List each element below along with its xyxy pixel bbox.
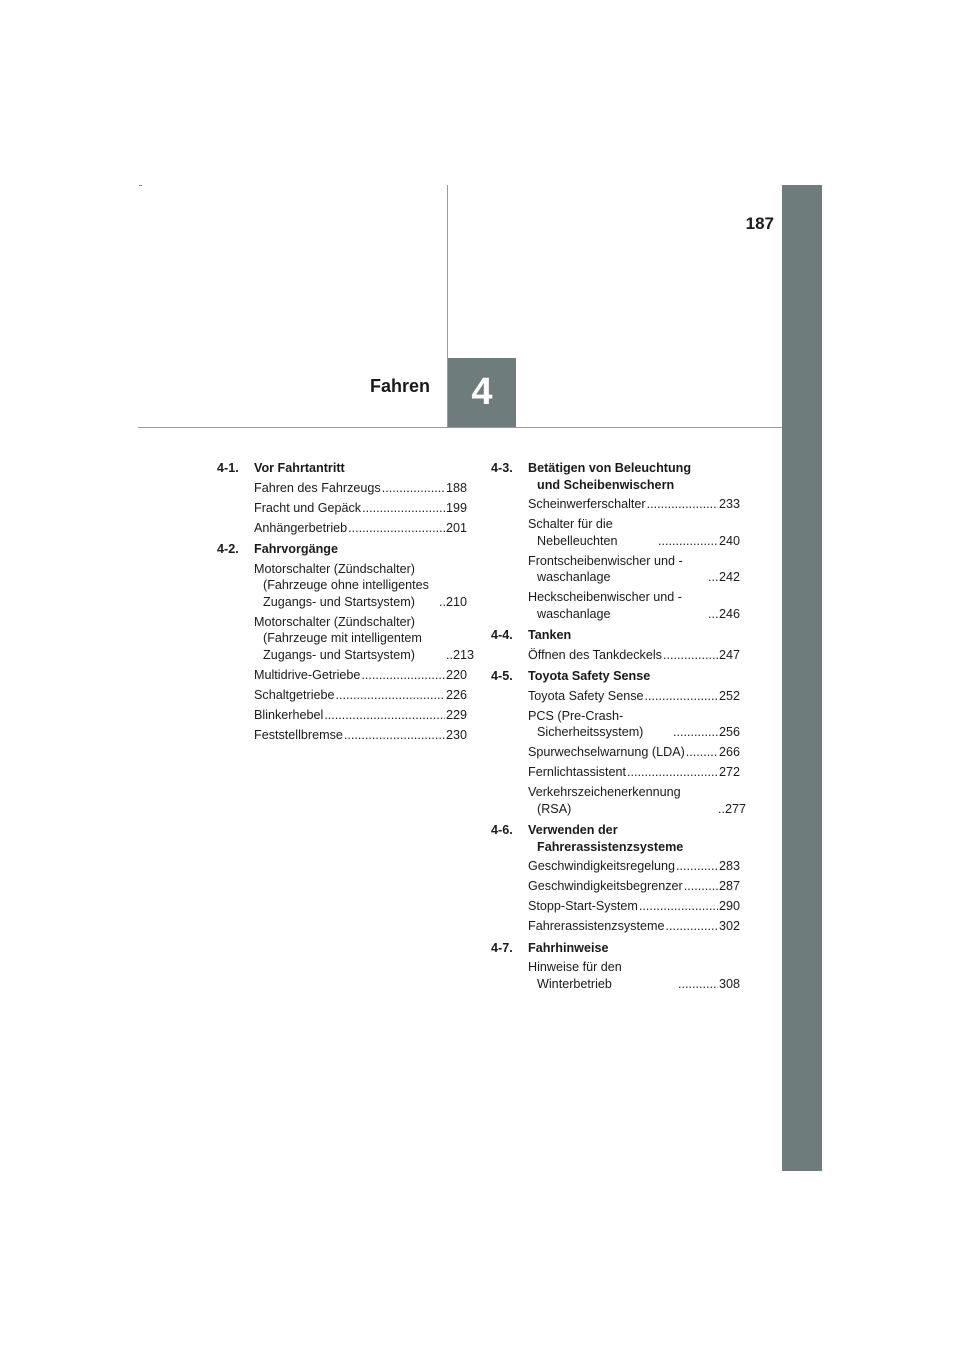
- dot-leader: [344, 727, 445, 744]
- entry-title: Feststellbremse: [254, 727, 343, 742]
- section-number: 4-7.: [491, 940, 513, 955]
- entry-page: 230: [445, 727, 467, 742]
- toc-entry[interactable]: [254, 520, 467, 537]
- entry-title: Stopp-Start-System: [528, 899, 638, 913]
- entry-title: Scheinwerferschalter: [528, 497, 646, 511]
- toc-entry[interactable]: [528, 858, 740, 875]
- entry-title: Blinkerhebel: [254, 707, 324, 722]
- dot-leader: [684, 878, 718, 895]
- toc-entry[interactable]: [528, 516, 740, 549]
- toc-section: [217, 460, 467, 536]
- entry-title: Multidrive-Getriebe: [254, 667, 361, 682]
- section-title: Fahrhinweise: [528, 940, 609, 955]
- toc-entry[interactable]: [254, 614, 475, 664]
- section-number: 4-6.: [491, 823, 513, 837]
- entry-page: 290: [718, 899, 740, 913]
- toc-entry[interactable]: [528, 589, 740, 622]
- entry-page: 256: [718, 725, 740, 739]
- section-number: 4-3.: [491, 461, 513, 475]
- entry-title: Fahren des Fahrzeugs: [254, 480, 381, 495]
- corner-tick: [139, 185, 142, 186]
- section-number: 4-5.: [491, 669, 513, 683]
- dot-leader: [362, 500, 445, 517]
- dot-leader: [673, 724, 718, 741]
- entry-page: 242: [718, 570, 740, 584]
- toc-entry[interactable]: [528, 553, 740, 586]
- dot-leader: [361, 667, 445, 684]
- section-heading[interactable]: [491, 822, 740, 855]
- toc-entry[interactable]: [254, 687, 467, 704]
- entry-page: 308: [718, 976, 740, 991]
- entry-page: 266: [718, 745, 740, 759]
- toc-entry[interactable]: [528, 959, 740, 992]
- entry-page: 272: [718, 765, 740, 779]
- entry-page: 302: [718, 919, 740, 933]
- chapter-number-box: 4: [448, 358, 516, 427]
- entry-page: 277: [725, 801, 747, 816]
- entry-page: 287: [718, 879, 740, 893]
- toc-entry[interactable]: [528, 878, 740, 895]
- entry-title: Öffnen des Tankdeckels: [528, 647, 662, 662]
- toc-entry[interactable]: [528, 764, 740, 781]
- dot-leader: [686, 744, 718, 761]
- dot-leader: [647, 496, 718, 513]
- entry-title: Schaltgetriebe: [254, 687, 335, 702]
- section-heading[interactable]: [217, 541, 467, 558]
- toc-entry[interactable]: [528, 647, 740, 664]
- entry-page: 226: [445, 687, 467, 702]
- entry-title: Toyota Safety Sense: [528, 688, 644, 703]
- page-number: 187: [745, 214, 774, 233]
- dot-leader: [627, 764, 718, 781]
- toc-section: [491, 668, 747, 817]
- entry-title: Motorschalter (Zündschalter) (Fahrzeuge ohne intelligentes Zugangs- und Startsystem): [254, 561, 429, 609]
- chapter-tab-bar: [782, 185, 822, 1171]
- dot-leader: [676, 858, 718, 875]
- section-heading[interactable]: [217, 460, 467, 477]
- chapter-title: Fahren: [369, 376, 430, 396]
- toc-entry[interactable]: [528, 688, 740, 705]
- toc-section: [217, 541, 475, 743]
- section-title: Vor Fahrtantritt: [254, 461, 345, 475]
- dot-leader: [663, 647, 718, 664]
- dot-leader: [665, 918, 718, 935]
- entry-page: 201: [445, 520, 467, 535]
- entry-title: Geschwindigkeitsbegrenzer: [528, 879, 683, 893]
- toc-entry[interactable]: [254, 480, 467, 497]
- section-title: Fahrvorgänge: [254, 542, 338, 556]
- entry-title: Motorschalter (Zündschalter) (Fahrzeuge mit intelligentem Zugangs- und Startsystem): [254, 614, 422, 662]
- section-number: 4-4.: [491, 628, 513, 642]
- dot-leader: [718, 801, 724, 818]
- entry-title: Fahrerassistenzsysteme: [528, 919, 665, 933]
- dot-leader: [708, 569, 718, 586]
- dot-leader: [382, 480, 445, 497]
- dot-leader: [439, 594, 445, 611]
- toc-entry[interactable]: [254, 500, 467, 517]
- dot-leader: [645, 688, 718, 705]
- entry-page: 233: [718, 497, 740, 511]
- entry-title: Heckscheibenwischer und -waschanlage: [528, 590, 682, 621]
- section-title: Toyota Safety Sense: [528, 669, 651, 683]
- entry-title: Fernlichtassistent: [528, 765, 626, 779]
- toc-section: [491, 822, 740, 935]
- toc-column-left: [217, 460, 475, 748]
- section-number: 4-1.: [217, 461, 239, 475]
- toc-entry[interactable]: [528, 708, 740, 741]
- section-heading[interactable]: [491, 940, 740, 957]
- entry-page: 240: [718, 533, 740, 548]
- toc-section: [491, 460, 740, 622]
- section-heading[interactable]: [491, 668, 740, 685]
- entry-title: Geschwindigkeitsregelung: [528, 859, 676, 873]
- entry-page: 220: [445, 667, 467, 682]
- entry-page: 229: [445, 707, 467, 722]
- toc-section: [491, 940, 740, 993]
- dot-leader: [639, 898, 718, 915]
- toc-entry[interactable]: [254, 727, 467, 744]
- entry-page: 283: [718, 859, 740, 873]
- toc-entry[interactable]: [528, 918, 740, 935]
- toc-entry[interactable]: [528, 744, 740, 761]
- entry-page: 213: [453, 647, 475, 662]
- entry-page: 210: [446, 594, 468, 609]
- entry-title: Verkehrszeichenerkennung (RSA): [528, 785, 681, 816]
- section-title: Betätigen von Beleuchtung und Scheibenwischern: [528, 461, 692, 492]
- horizontal-divider: [138, 427, 782, 428]
- entry-page: 188: [445, 480, 467, 495]
- entry-title: Anhängerbetrieb: [254, 520, 348, 535]
- dot-leader: [348, 520, 445, 537]
- section-heading[interactable]: [491, 627, 740, 644]
- entry-title: Frontscheibenwischer und -waschanlage: [528, 553, 683, 584]
- dot-leader: [446, 647, 452, 664]
- section-title: Verwenden der Fahrerassistenzsysteme: [528, 823, 684, 854]
- entry-page: 247: [718, 647, 740, 662]
- dot-leader: [658, 533, 718, 550]
- toc-entry[interactable]: [254, 667, 467, 684]
- toc-entry[interactable]: [254, 707, 467, 724]
- section-heading[interactable]: [491, 460, 740, 493]
- dot-leader: [708, 606, 718, 623]
- section-number: 4-2.: [217, 542, 239, 556]
- entry-page: 252: [718, 688, 740, 703]
- toc-entry[interactable]: [528, 496, 740, 513]
- toc-entry[interactable]: [254, 561, 467, 611]
- toc-entry[interactable]: [528, 784, 747, 817]
- entry-title: Fracht und Gepäck: [254, 500, 362, 515]
- section-title: Tanken: [528, 628, 572, 642]
- entry-title: PCS (Pre-Crash-Sicherheitssystem): [528, 708, 644, 739]
- entry-title: Hinweise für den Winterbetrieb: [528, 960, 622, 991]
- toc-section: [491, 627, 740, 663]
- entry-title: Schalter für die Nebelleuchten: [528, 517, 618, 548]
- entry-page: 199: [445, 500, 467, 515]
- dot-leader: [678, 976, 718, 993]
- entry-title: Spurwechselwarnung (LDA): [528, 745, 685, 759]
- toc-column-right: [491, 460, 747, 997]
- toc-entry[interactable]: [528, 898, 740, 915]
- dot-leader: [324, 707, 445, 724]
- entry-page: 246: [718, 606, 740, 621]
- dot-leader: [336, 687, 445, 704]
